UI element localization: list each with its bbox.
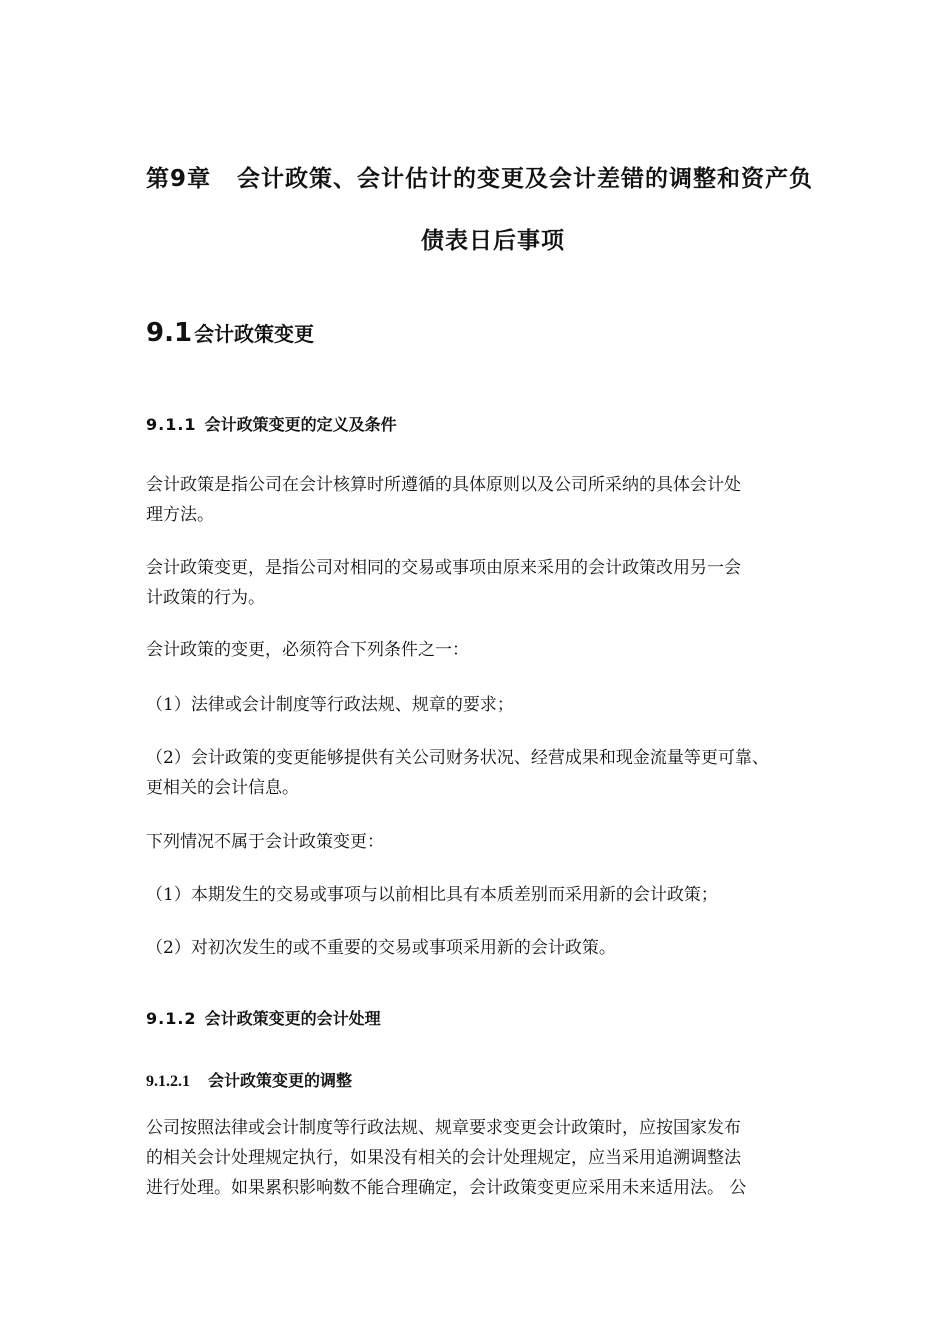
paragraph (146, 1113, 846, 1203)
paragraph-line: （1）本期发生的交易或事项与以前相比具有本质差别而采用新的会计政策； (146, 885, 718, 905)
paragraph-line: （1）法律或会计制度等行政法规、规章的要求； (146, 695, 514, 715)
chapter-title-line-1 (146, 160, 813, 193)
paragraph (146, 880, 846, 910)
paragraph (146, 553, 846, 613)
paragraph-line: 下列情况不属于会计政策变更： (146, 832, 384, 852)
paragraph (146, 933, 846, 963)
section-number: 9.1 (146, 318, 193, 348)
section-heading (146, 318, 314, 348)
subsection-heading-2 (146, 1006, 381, 1029)
paragraph-line: 公司按照法律或会计制度等行政法规、规章要求变更会计政策时，应按国家发布 (146, 1118, 741, 1138)
subsection-heading-1 (146, 412, 397, 435)
subsubsection-heading (146, 1068, 352, 1091)
subsubsection-number: 9.1.2.1 (146, 1073, 190, 1090)
paragraph (146, 743, 846, 803)
paragraph-line: 更相关的会计信息。 (146, 778, 299, 798)
paragraph-line: 会计政策变更，是指公司对相同的交易或事项由原来采用的会计政策改用另一会 (146, 558, 741, 578)
subsection-number: 9.1.2 (146, 1009, 197, 1028)
chapter-number: 第9章 (146, 166, 212, 192)
chapter-title-text-1: 会计政策、会计估计的变更及会计差错的调整和资产负 (237, 166, 814, 192)
subsection-number: 9.1.1 (146, 415, 197, 434)
paragraph-line: 会计政策的变更，必须符合下列条件之一： (146, 640, 469, 660)
paragraph-line: 会计政策是指公司在会计核算时所遵循的具体原则以及公司所采纳的具体会计处 (146, 475, 741, 495)
subsection-title: 会计政策变更的定义及条件 (204, 415, 397, 434)
subsubsection-title: 会计政策变更的调整 (208, 1071, 353, 1090)
paragraph-line: （2）对初次发生的或不重要的交易或事项采用新的会计政策。 (146, 938, 616, 958)
paragraph (146, 470, 846, 530)
paragraph-line: 计政策的行为。 (146, 588, 265, 608)
subsection-title: 会计政策变更的会计处理 (204, 1009, 381, 1028)
paragraph (146, 827, 846, 857)
paragraph (146, 635, 846, 665)
paragraph-line: 的相关会计处理规定执行，如果没有相关的会计处理规定，应当采用追溯调整法 (146, 1148, 741, 1168)
paragraph-line: 理方法。 (146, 505, 214, 525)
section-title: 会计政策变更 (194, 322, 315, 346)
paragraph (146, 690, 846, 720)
paragraph-line: 进行处理。如果累积影响数不能合理确定，会计政策变更应采用未来适用法。 公 (146, 1178, 747, 1198)
paragraph-line: （2）会计政策的变更能够提供有关公司财务状况、经营成果和现金流量等更可靠、 (146, 748, 769, 768)
chapter-title-line-2: 债表日后事项 (421, 228, 565, 254)
